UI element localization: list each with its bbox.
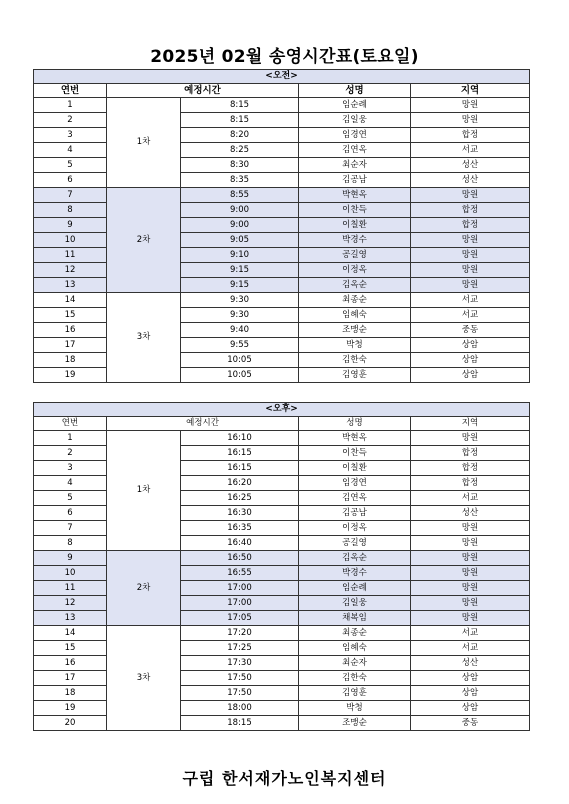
scheduled-time: 9:00: [181, 218, 299, 233]
scheduled-time: 9:55: [181, 338, 299, 353]
scheduled-time: 8:35: [181, 173, 299, 188]
row-number: 15: [34, 308, 107, 323]
row-number: 4: [34, 143, 107, 158]
row-number: 18: [34, 686, 107, 701]
trip-group-label: 1차: [107, 98, 181, 188]
person-name: 박경수: [299, 233, 411, 248]
area-name: 합정: [411, 476, 530, 491]
column-header-time: 예정시간: [107, 84, 299, 98]
person-name: 박청: [299, 338, 411, 353]
row-number: 7: [34, 521, 107, 536]
person-name: 박현옥: [299, 431, 411, 446]
row-number: 6: [34, 173, 107, 188]
person-name: 김일웅: [299, 596, 411, 611]
row-number: 14: [34, 293, 107, 308]
area-name: 중동: [411, 323, 530, 338]
area-name: 망원: [411, 596, 530, 611]
column-header-area: 지역: [411, 417, 530, 431]
section-row: [34, 70, 530, 84]
row-number: 5: [34, 491, 107, 506]
person-name: 김연옥: [299, 491, 411, 506]
area-name: 상암: [411, 368, 530, 383]
trip-group-label: 2차: [107, 551, 181, 626]
person-name: 공길영: [299, 248, 411, 263]
trip-group-label: 3차: [107, 293, 181, 383]
row-number: 11: [34, 248, 107, 263]
person-name: 김연옥: [299, 143, 411, 158]
area-name: 상암: [411, 671, 530, 686]
area-name: 망원: [411, 536, 530, 551]
person-name: 최순자: [299, 158, 411, 173]
row-number: 12: [34, 596, 107, 611]
organization-name: 구립 한서재가노인복지센터: [182, 769, 387, 788]
column-header-time: 예정시간: [107, 417, 299, 431]
row-number: 14: [34, 626, 107, 641]
person-name: 조맹순: [299, 716, 411, 731]
scheduled-time: 18:00: [181, 701, 299, 716]
column-header-area: 지역: [411, 84, 530, 98]
area-name: 상암: [411, 353, 530, 368]
person-name: 임순례: [299, 98, 411, 113]
person-name: 박현옥: [299, 188, 411, 203]
area-name: 서교: [411, 143, 530, 158]
area-name: 성산: [411, 506, 530, 521]
person-name: 박경수: [299, 566, 411, 581]
row-number: 9: [34, 551, 107, 566]
row-number: 10: [34, 233, 107, 248]
scheduled-time: 9:30: [181, 293, 299, 308]
scheduled-time: 17:50: [181, 686, 299, 701]
area-name: 합정: [411, 218, 530, 233]
row-number: 18: [34, 353, 107, 368]
person-name: 최종순: [299, 626, 411, 641]
afternoon-schedule-table: [33, 402, 530, 731]
area-name: 망원: [411, 263, 530, 278]
area-name: 합정: [411, 446, 530, 461]
area-name: 합정: [411, 203, 530, 218]
person-name: 이찬득: [299, 446, 411, 461]
person-name: 임순례: [299, 581, 411, 596]
person-name: 최종순: [299, 293, 411, 308]
area-name: 망원: [411, 521, 530, 536]
scheduled-time: 10:05: [181, 353, 299, 368]
person-name: 김일웅: [299, 113, 411, 128]
table-row: [34, 293, 530, 308]
row-number: 8: [34, 203, 107, 218]
scheduled-time: 16:30: [181, 506, 299, 521]
section-row: [34, 403, 530, 417]
scheduled-time: 16:50: [181, 551, 299, 566]
scheduled-time: 17:00: [181, 581, 299, 596]
area-name: 망원: [411, 188, 530, 203]
area-name: 망원: [411, 551, 530, 566]
area-name: 망원: [411, 278, 530, 293]
area-name: 상암: [411, 686, 530, 701]
area-name: 망원: [411, 248, 530, 263]
person-name: 채복임: [299, 611, 411, 626]
area-name: 망원: [411, 233, 530, 248]
scheduled-time: 17:25: [181, 641, 299, 656]
scheduled-time: 16:10: [181, 431, 299, 446]
scheduled-time: 8:55: [181, 188, 299, 203]
row-number: 10: [34, 566, 107, 581]
area-name: 망원: [411, 431, 530, 446]
header-row: [34, 84, 530, 98]
area-name: 망원: [411, 566, 530, 581]
scheduled-time: 9:00: [181, 203, 299, 218]
scheduled-time: 17:30: [181, 656, 299, 671]
column-header-number: 연번: [34, 417, 107, 431]
row-number: 4: [34, 476, 107, 491]
person-name: 이정옥: [299, 521, 411, 536]
trip-group-label: 2차: [107, 188, 181, 293]
scheduled-time: 18:15: [181, 716, 299, 731]
scheduled-time: 9:30: [181, 308, 299, 323]
table-row: [34, 188, 530, 203]
row-number: 16: [34, 656, 107, 671]
scheduled-time: 16:20: [181, 476, 299, 491]
person-name: 김영훈: [299, 686, 411, 701]
row-number: 2: [34, 113, 107, 128]
scheduled-time: 16:15: [181, 461, 299, 476]
row-number: 2: [34, 446, 107, 461]
person-name: 김영훈: [299, 368, 411, 383]
area-name: 성산: [411, 158, 530, 173]
table-row: [34, 551, 530, 566]
person-name: 김공남: [299, 506, 411, 521]
row-number: 15: [34, 641, 107, 656]
area-name: 합정: [411, 128, 530, 143]
area-name: 망원: [411, 113, 530, 128]
person-name: 김한숙: [299, 671, 411, 686]
area-name: 서교: [411, 491, 530, 506]
row-number: 20: [34, 716, 107, 731]
area-name: 상암: [411, 701, 530, 716]
section-label: <오후>: [34, 403, 530, 417]
row-number: 13: [34, 611, 107, 626]
page-title: 2025년 02월 송영시간표(토요일): [150, 47, 419, 67]
area-name: 합정: [411, 461, 530, 476]
area-name: 서교: [411, 641, 530, 656]
table-row: [34, 626, 530, 641]
row-number: 8: [34, 536, 107, 551]
column-header-name: 성명: [299, 417, 411, 431]
scheduled-time: 17:50: [181, 671, 299, 686]
trip-group-label: 3차: [107, 626, 181, 731]
trip-group-label: 1차: [107, 431, 181, 551]
column-header-name: 성명: [299, 84, 411, 98]
header-row: [34, 417, 530, 431]
person-name: 김한숙: [299, 353, 411, 368]
row-number: 6: [34, 506, 107, 521]
area-name: 서교: [411, 308, 530, 323]
row-number: 19: [34, 701, 107, 716]
scheduled-time: 8:20: [181, 128, 299, 143]
scheduled-time: 8:30: [181, 158, 299, 173]
scheduled-time: 16:40: [181, 536, 299, 551]
scheduled-time: 9:40: [181, 323, 299, 338]
person-name: 공길영: [299, 536, 411, 551]
row-number: 17: [34, 671, 107, 686]
person-name: 이찬득: [299, 203, 411, 218]
scheduled-time: 8:15: [181, 98, 299, 113]
scheduled-time: 17:05: [181, 611, 299, 626]
person-name: 임혜숙: [299, 641, 411, 656]
person-name: 임경연: [299, 128, 411, 143]
area-name: 상암: [411, 338, 530, 353]
person-name: 이칠환: [299, 218, 411, 233]
scheduled-time: 8:15: [181, 113, 299, 128]
scheduled-time: 9:15: [181, 263, 299, 278]
scheduled-time: 16:15: [181, 446, 299, 461]
area-name: 중동: [411, 716, 530, 731]
scheduled-time: 16:55: [181, 566, 299, 581]
scheduled-time: 17:20: [181, 626, 299, 641]
row-number: 11: [34, 581, 107, 596]
scheduled-time: 10:05: [181, 368, 299, 383]
scheduled-time: 9:10: [181, 248, 299, 263]
area-name: 망원: [411, 611, 530, 626]
row-number: 9: [34, 218, 107, 233]
row-number: 7: [34, 188, 107, 203]
scheduled-time: 9:05: [181, 233, 299, 248]
person-name: 김옥순: [299, 551, 411, 566]
table-row: [34, 98, 530, 113]
area-name: 망원: [411, 98, 530, 113]
person-name: 최순자: [299, 656, 411, 671]
row-number: 1: [34, 431, 107, 446]
person-name: 박청: [299, 701, 411, 716]
person-name: 이칠환: [299, 461, 411, 476]
column-header-number: 연번: [34, 84, 107, 98]
row-number: 17: [34, 338, 107, 353]
person-name: 임혜숙: [299, 308, 411, 323]
row-number: 12: [34, 263, 107, 278]
scheduled-time: 16:35: [181, 521, 299, 536]
person-name: 임경연: [299, 476, 411, 491]
scheduled-time: 8:25: [181, 143, 299, 158]
area-name: 성산: [411, 173, 530, 188]
row-number: 3: [34, 461, 107, 476]
scheduled-time: 16:25: [181, 491, 299, 506]
scheduled-time: 17:00: [181, 596, 299, 611]
row-number: 16: [34, 323, 107, 338]
area-name: 성산: [411, 656, 530, 671]
row-number: 1: [34, 98, 107, 113]
area-name: 망원: [411, 581, 530, 596]
row-number: 5: [34, 158, 107, 173]
row-number: 13: [34, 278, 107, 293]
row-number: 3: [34, 128, 107, 143]
row-number: 19: [34, 368, 107, 383]
section-label: <오전>: [34, 70, 530, 84]
person-name: 김공남: [299, 173, 411, 188]
person-name: 김옥순: [299, 278, 411, 293]
scheduled-time: 9:15: [181, 278, 299, 293]
person-name: 이정옥: [299, 263, 411, 278]
person-name: 조맹순: [299, 323, 411, 338]
table-row: [34, 431, 530, 446]
area-name: 서교: [411, 626, 530, 641]
area-name: 서교: [411, 293, 530, 308]
morning-schedule-table: [33, 69, 530, 383]
